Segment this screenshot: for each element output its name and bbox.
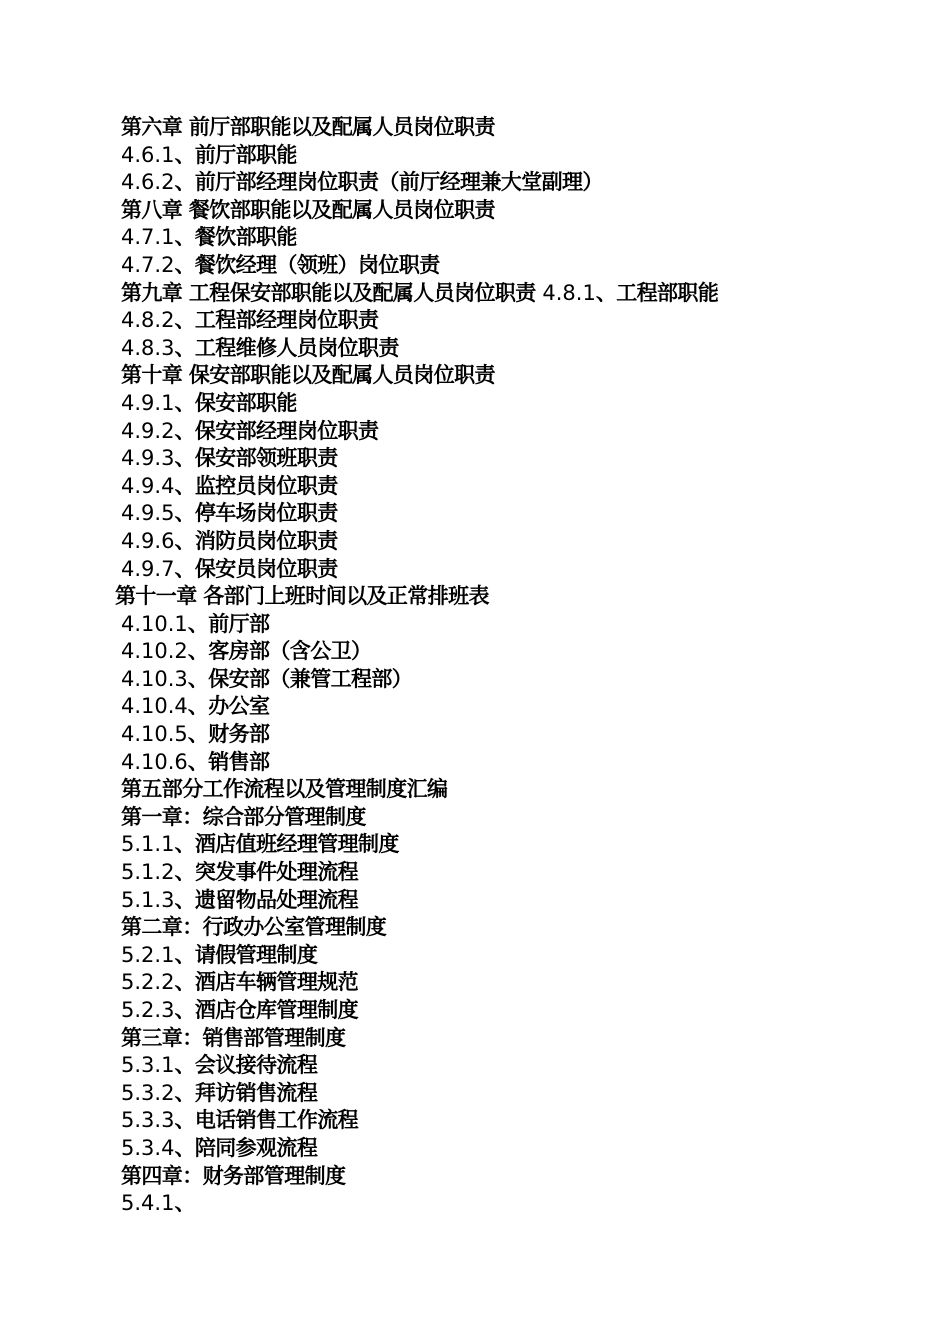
- toc-number: 4.10.4: [121, 694, 188, 719]
- toc-title: 、保安部经理岗位职责: [174, 418, 379, 443]
- toc-title: 、拜访销售流程: [174, 1080, 318, 1105]
- toc-title: 第三章：销售部管理制度: [121, 1025, 346, 1050]
- toc-line: [121, 638, 718, 666]
- toc-line: [121, 556, 718, 584]
- toc-title: 第八章 餐饮部职能以及配属人员岗位职责: [121, 197, 495, 222]
- toc-title: 、保安部领班职责: [174, 446, 338, 471]
- toc-title: 、前厅部: [187, 611, 270, 636]
- toc-title: 、酒店仓库管理制度: [174, 998, 359, 1022]
- toc-title: 、保安部职能: [174, 390, 297, 415]
- toc-number: 4.7.1: [121, 225, 175, 250]
- toc-number: 4.9.3: [121, 446, 175, 471]
- toc-number: 4.7.2: [121, 252, 175, 277]
- toc-line: [121, 197, 718, 225]
- toc-line: [121, 776, 718, 804]
- toc-line: [121, 721, 718, 749]
- toc-line: [121, 142, 718, 170]
- toc-number: 4.10.3: [121, 666, 188, 691]
- toc-title: 、工程维修人员岗位职责: [174, 335, 399, 360]
- toc-title: 、突发事件处理流程: [174, 860, 359, 885]
- toc-number: 4.10.1: [121, 611, 188, 636]
- toc-title: 第二章：行政办公室管理制度: [121, 915, 387, 940]
- toc-line: [121, 418, 718, 446]
- toc-line: [121, 224, 718, 252]
- toc-title: 、客房部（含公卫）: [187, 639, 372, 664]
- toc-title: 第十一章 各部门上班时间以及正常排班表: [115, 584, 489, 609]
- toc-title: 、销售部: [187, 749, 270, 774]
- toc-number: 4.9.4: [121, 473, 175, 498]
- toc-line: [121, 1025, 718, 1053]
- toc-number: 5.3.3: [121, 1108, 175, 1133]
- toc-title: 第四章：财务部管理制度: [121, 1163, 346, 1188]
- toc-number: 5.1.1: [121, 832, 175, 857]
- toc-number: 4.9.5: [121, 501, 175, 526]
- toc-title: 、工程部经理岗位职责: [174, 308, 379, 333]
- toc-title: 第六章 前厅部职能以及配属人员岗位职责: [121, 115, 495, 139]
- toc-title: 、办公室: [187, 694, 270, 719]
- toc-line: [121, 997, 718, 1025]
- toc-number: 4.10.6: [121, 749, 188, 774]
- toc-title: 、餐饮经理（领班）岗位职责: [174, 252, 440, 277]
- toc-line: [121, 307, 718, 335]
- toc-line: [121, 666, 718, 694]
- toc-number: 5.3.2: [121, 1080, 175, 1105]
- toc-number: 4.6.2: [121, 170, 175, 195]
- toc-line: [121, 804, 718, 832]
- toc-line: [121, 500, 718, 528]
- table-of-contents: [115, 114, 719, 1218]
- toc-title: 、停车场岗位职责: [174, 501, 338, 526]
- toc-number: 5.2.1: [121, 942, 175, 967]
- toc-line: [121, 693, 718, 721]
- toc-number: 4.8.1: [535, 280, 596, 305]
- toc-line: [121, 1107, 718, 1135]
- toc-line: [121, 445, 718, 473]
- toc-number: 5.4.1: [121, 1191, 175, 1216]
- toc-line: [121, 749, 718, 777]
- toc-title: 、前厅部职能: [174, 142, 297, 167]
- toc-line: [121, 1135, 718, 1163]
- toc-line: [121, 914, 718, 942]
- toc-title: 、前厅部经理岗位职责（前厅经理兼大堂副理）: [174, 170, 603, 195]
- toc-number: 4.10.2: [121, 639, 188, 664]
- toc-title: 、工程部职能: [595, 280, 719, 305]
- toc-number: 4.8.2: [121, 308, 175, 333]
- toc-title: 、会议接待流程: [174, 1053, 318, 1078]
- toc-line: [121, 969, 718, 997]
- toc-title: 、酒店值班经理管理制度: [174, 832, 399, 857]
- toc-line: [121, 1163, 718, 1191]
- toc-title: 、财务部: [187, 722, 270, 747]
- toc-line: [121, 611, 718, 639]
- toc-line: [121, 252, 718, 280]
- toc-title: 、: [174, 1191, 195, 1216]
- toc-line: [121, 362, 718, 390]
- toc-number: 5.1.3: [121, 887, 175, 912]
- toc-line: [121, 942, 718, 970]
- toc-title: 第五部分工作流程以及管理制度汇编: [121, 777, 448, 802]
- toc-title: 、监控员岗位职责: [174, 473, 338, 498]
- toc-title: 、餐饮部职能: [174, 225, 297, 250]
- toc-line: [115, 583, 718, 611]
- toc-title: 、陪同参观流程: [174, 1135, 318, 1160]
- toc-number: 4.10.5: [121, 722, 188, 747]
- toc-title: 第九章 工程保安部职能以及配属人员岗位职责: [121, 280, 536, 305]
- toc-number: 5.3.1: [121, 1053, 175, 1078]
- toc-title: 、遗留物品处理流程: [174, 887, 359, 912]
- toc-line: [121, 831, 718, 859]
- toc-number: 5.1.2: [121, 860, 175, 885]
- toc-number: 4.9.7: [121, 556, 175, 581]
- toc-title: 、电话销售工作流程: [174, 1108, 359, 1133]
- toc-line: [121, 859, 718, 887]
- toc-title: 、消防员岗位职责: [174, 528, 338, 553]
- toc-title: 、酒店车辆管理规范: [174, 970, 359, 995]
- toc-number: 5.3.4: [121, 1135, 175, 1160]
- toc-number: 4.9.2: [121, 418, 175, 443]
- toc-line: [121, 528, 718, 556]
- toc-title: 、保安员岗位职责: [174, 556, 338, 581]
- toc-number: 4.6.1: [121, 142, 175, 167]
- toc-number: 4.9.1: [121, 390, 175, 415]
- toc-line: [121, 114, 718, 142]
- toc-number: 4.8.3: [121, 335, 175, 360]
- toc-line: [121, 1190, 718, 1218]
- toc-title: 、保安部（兼管工程部）: [187, 666, 413, 691]
- toc-line: [121, 1080, 718, 1108]
- toc-number: 5.2.3: [121, 998, 175, 1022]
- toc-title: 第十章 保安部职能以及配属人员岗位职责: [121, 363, 495, 388]
- toc-line: [121, 887, 718, 915]
- toc-number: 5.2.2: [121, 970, 175, 995]
- toc-title: 、请假管理制度: [174, 942, 318, 967]
- toc-line: [121, 473, 718, 501]
- toc-line: [121, 1052, 718, 1080]
- toc-title: 第一章：综合部分管理制度: [121, 804, 366, 829]
- toc-line: [121, 169, 718, 197]
- toc-number: 4.9.6: [121, 528, 175, 553]
- toc-line: [121, 390, 718, 418]
- toc-line: [121, 280, 718, 308]
- toc-line: [121, 335, 718, 363]
